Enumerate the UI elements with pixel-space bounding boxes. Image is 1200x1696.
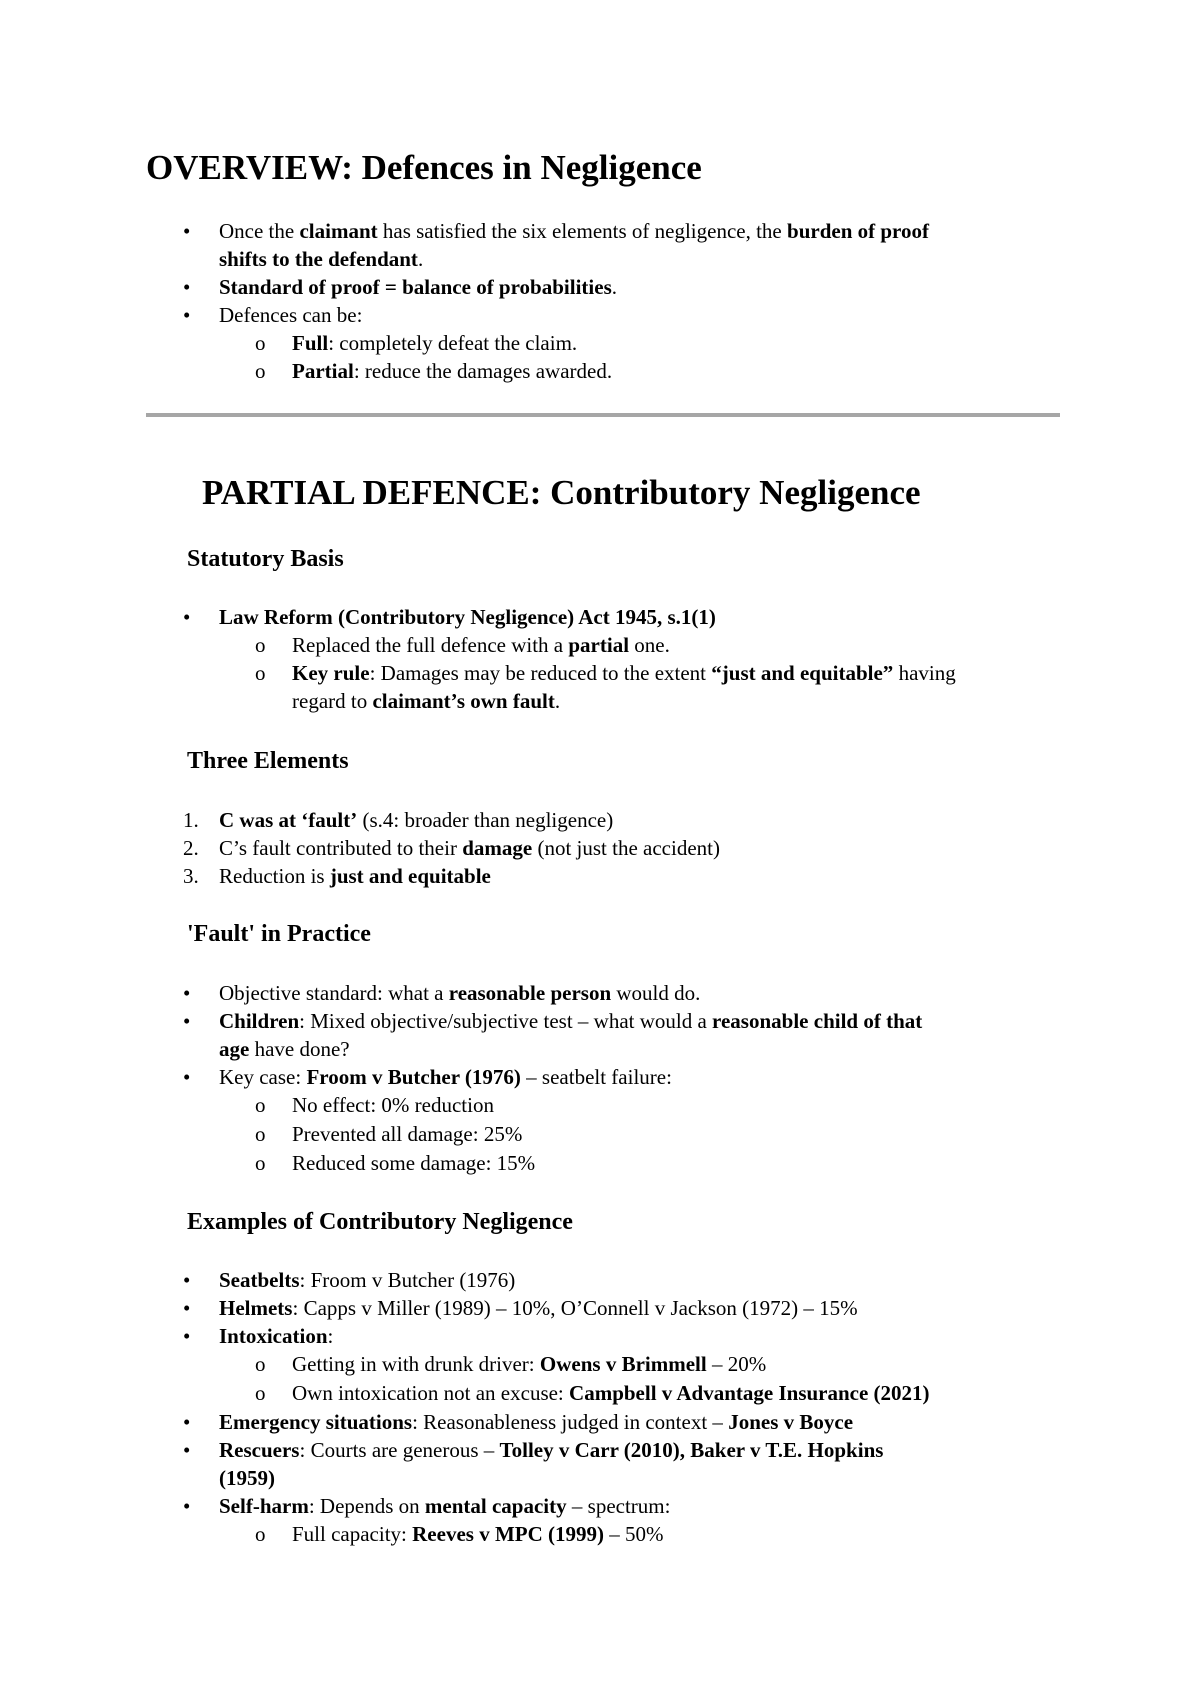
sub-bullet-o: o	[255, 1522, 266, 1546]
example-rescuers	[219, 1436, 883, 1464]
bold-run: Standard of proof = balance of probabilities	[219, 275, 612, 299]
bold-run: Seatbelts	[219, 1268, 300, 1292]
text-run: : Damages may be reduced to the extent	[369, 661, 712, 685]
overview-sub-2	[292, 357, 612, 385]
text-run: – 50%	[604, 1522, 664, 1546]
fault-sub-2: Prevented all damage: 25%	[292, 1122, 523, 1146]
bullet-dot: •	[183, 1268, 191, 1292]
overview-bullet-1-cont	[219, 245, 423, 273]
overview-title: OVERVIEW: Defences in Negligence	[146, 148, 702, 187]
bold-run: “just and equitable”	[711, 661, 894, 685]
text-run: (not just the accident)	[532, 836, 720, 860]
text-run: C’s fault contributed to their	[219, 836, 463, 860]
sub-bullet-o: o	[255, 359, 266, 383]
bullet-dot: •	[183, 981, 191, 1005]
sub-bullet-o: o	[255, 1151, 266, 1175]
text-run: Once the	[219, 219, 300, 243]
text-run: Full capacity:	[292, 1522, 413, 1546]
intoxication-sub-1	[292, 1350, 766, 1378]
fault-bullet-1	[219, 979, 700, 1007]
bullet-dot: •	[183, 219, 191, 243]
bold-run: Froom v Butcher (1976)	[306, 1065, 521, 1089]
example-intoxication	[219, 1322, 333, 1350]
text-run: has satisfied the six elements of negligence, the	[377, 219, 788, 243]
sub-bullet-o: o	[255, 1093, 266, 1117]
bold-run: reasonable child of that	[712, 1009, 923, 1033]
list-number: 3.	[183, 864, 199, 888]
example-helmets	[219, 1294, 858, 1322]
overview-bullet-3	[219, 301, 362, 329]
bullet-dot: •	[183, 1065, 191, 1089]
text-run: Objective standard: what a	[219, 981, 449, 1005]
bold-run: (1959)	[219, 1466, 275, 1490]
text-run: : completely defeat the claim.	[328, 331, 578, 355]
self-harm-sub-1	[292, 1520, 664, 1548]
bold-run: Intoxication	[219, 1324, 328, 1348]
text-run: one.	[629, 633, 670, 657]
text-run: Own intoxication not an excuse:	[292, 1381, 570, 1405]
text-run: would do.	[611, 981, 701, 1005]
text-run: regard to	[292, 689, 373, 713]
bold-run: just and equitable	[329, 864, 491, 888]
text-run: having	[893, 661, 956, 685]
list-number: 2.	[183, 836, 199, 860]
bullet-dot: •	[183, 1324, 191, 1348]
intoxication-sub-2	[292, 1379, 930, 1407]
bullet-dot: •	[183, 1410, 191, 1434]
bullet-dot: •	[183, 275, 191, 299]
sub-bullet-o: o	[255, 1381, 266, 1405]
bold-run: C was at ‘fault’	[219, 808, 358, 832]
example-self-harm	[219, 1492, 670, 1520]
text-run: .	[417, 247, 424, 271]
text-run: Key case:	[219, 1065, 307, 1089]
example-emergency	[219, 1408, 853, 1436]
bold-run: Jones v Boyce	[728, 1410, 854, 1434]
bold-run: claimant’s own fault	[372, 689, 555, 713]
bold-run: reasonable person	[448, 981, 612, 1005]
bullet-dot: •	[183, 1009, 191, 1033]
sub-bullet-o: o	[255, 1122, 266, 1146]
bold-run: age	[219, 1037, 250, 1061]
statutory-sub-1	[292, 631, 670, 659]
bullet-dot: •	[183, 605, 191, 629]
text-run: : reduce the damages awarded.	[353, 359, 613, 383]
bold-run: Helmets	[219, 1296, 293, 1320]
list-number: 1.	[183, 808, 199, 832]
sub-bullet-o: o	[255, 331, 266, 355]
bold-run: Self-harm	[219, 1494, 309, 1518]
bold-run: shifts to the defendant	[219, 247, 418, 271]
fault-sub-3: Reduced some damage: 15%	[292, 1151, 536, 1175]
element-3	[219, 862, 491, 890]
bold-run: Campbell v Advantage Insurance (2021)	[569, 1381, 930, 1405]
bold-run: Law Reform (Contributory Negligence) Act 1945, s.1(1)	[219, 605, 716, 629]
text-run: Reduction is	[219, 864, 330, 888]
text-run: Getting in with drunk driver:	[292, 1352, 540, 1376]
statutory-heading: Statutory Basis	[187, 546, 344, 572]
bold-run: Partial	[292, 359, 354, 383]
elements-heading: Three Elements	[187, 748, 349, 774]
bold-run: Rescuers	[219, 1438, 300, 1462]
text-run: – spectrum:	[566, 1494, 671, 1518]
text-run: : Reasonableness judged in context –	[412, 1410, 729, 1434]
text-run: : Froom v Butcher (1976)	[299, 1268, 516, 1292]
fault-bullet-3	[219, 1063, 672, 1091]
overview-bullet-1	[219, 217, 929, 245]
element-1	[219, 806, 613, 834]
text-run: – seatbelt failure:	[520, 1065, 672, 1089]
text-run: : Capps v Miller (1989) – 10%, O’Connell v Jackson (1972) – 15%	[292, 1296, 858, 1320]
text-run: : Depends on	[308, 1494, 425, 1518]
text-run: – 20%	[706, 1352, 767, 1376]
bullet-dot: •	[183, 1296, 191, 1320]
bold-run: Full	[292, 331, 329, 355]
fault-heading: 'Fault' in Practice	[187, 921, 371, 947]
fault-bullet-2-cont	[219, 1035, 350, 1063]
fault-sub-1: No effect: 0% reduction	[292, 1093, 494, 1117]
overview-bullet-2	[219, 273, 617, 301]
sub-bullet-o: o	[255, 1352, 266, 1376]
bold-run: Tolley v Carr (2010), Baker v T.E. Hopkins	[499, 1438, 884, 1462]
statutory-sub-2	[292, 659, 956, 687]
examples-heading: Examples of Contributory Negligence	[187, 1209, 573, 1235]
text-run: : Courts are generous –	[299, 1438, 500, 1462]
overview-sub-1	[292, 329, 577, 357]
text-run: (s.4: broader than negligence)	[357, 808, 614, 832]
text-run: Defences can be:	[219, 303, 363, 327]
bullet-dot: •	[183, 303, 191, 327]
partial-title: PARTIAL DEFENCE: Contributory Negligence	[202, 473, 921, 512]
bold-run: claimant	[299, 219, 378, 243]
example-rescuers-cont	[219, 1464, 275, 1492]
example-seatbelts	[219, 1266, 515, 1294]
statutory-act	[219, 603, 716, 631]
bold-run: Key rule	[292, 661, 370, 685]
text-run: have done?	[249, 1037, 350, 1061]
horizontal-divider	[146, 413, 1060, 417]
statutory-sub-2-cont	[292, 687, 560, 715]
sub-bullet-o: o	[255, 633, 266, 657]
sub-bullet-o: o	[255, 661, 266, 685]
bold-run: damage	[462, 836, 533, 860]
text-run: : Mixed objective/subjective test – what would a	[299, 1009, 713, 1033]
text-run: .	[611, 275, 617, 299]
bold-run: Reeves v MPC (1999)	[412, 1522, 604, 1546]
bold-run: mental capacity	[424, 1494, 567, 1518]
bullet-dot: •	[183, 1494, 191, 1518]
bold-run: partial	[568, 633, 630, 657]
text-run: :	[327, 1324, 334, 1348]
bold-run: Children	[219, 1009, 300, 1033]
bullet-dot: •	[183, 1438, 191, 1462]
bold-run: Owens v Brimmell	[539, 1352, 707, 1376]
text-run: Replaced the full defence with a	[292, 633, 569, 657]
bold-run: Emergency situations	[219, 1410, 413, 1434]
element-2	[219, 834, 720, 862]
bold-run: burden of proof	[787, 219, 929, 243]
text-run: .	[554, 689, 561, 713]
fault-bullet-2	[219, 1007, 922, 1035]
